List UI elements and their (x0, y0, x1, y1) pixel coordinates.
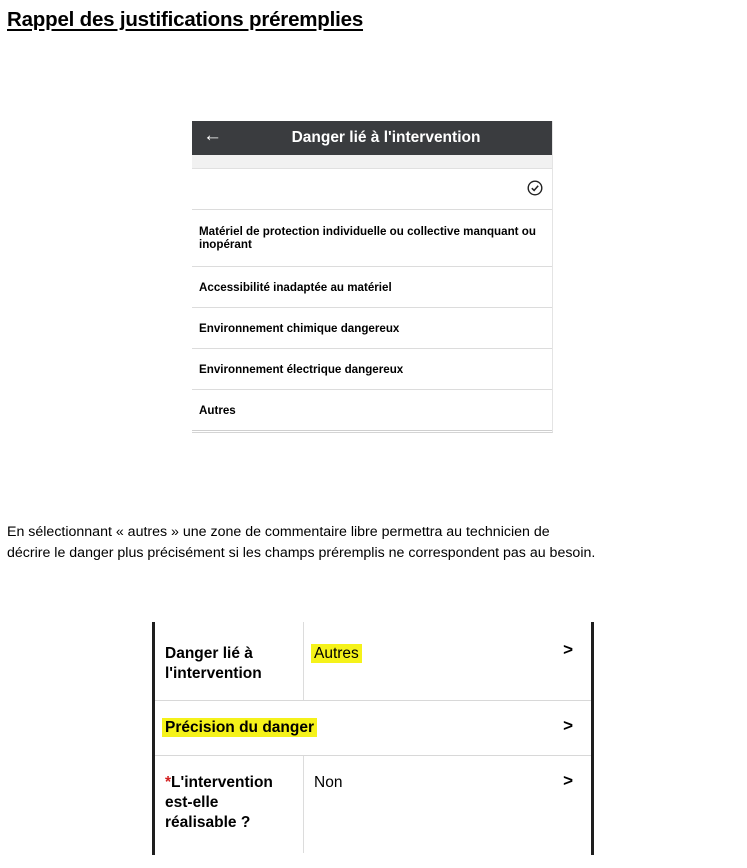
label-line: l'intervention (165, 665, 262, 682)
label-line: Danger lié à (165, 645, 253, 662)
danger-field-value (314, 644, 362, 664)
column-divider (303, 756, 304, 853)
danger-field-row[interactable] (155, 622, 591, 701)
option-chemical[interactable] (192, 308, 552, 349)
label-line: est-elle (165, 794, 219, 811)
option-accessibility[interactable] (192, 267, 552, 308)
back-arrow-icon[interactable]: ← (203, 125, 222, 146)
danger-selection-screen (192, 121, 553, 433)
paragraph-line-1: En sélectionnant « autres » une zone de commentaire libre permettra au technicien de (7, 524, 550, 540)
chevron-right-icon[interactable]: > (563, 716, 573, 735)
feasibility-label (165, 773, 273, 833)
paragraph-line-2: décrire le danger plus précisément si les champs préremplis ne correspondent pas au besoin. (7, 545, 596, 561)
feasibility-value: Non (314, 774, 343, 791)
option-other[interactable] (192, 390, 552, 431)
column-divider (303, 622, 304, 700)
check-circle-icon[interactable] (527, 180, 543, 196)
option-label: Matériel de protection individuelle ou collective manquant ou inopérant (199, 225, 536, 251)
highlight-precision: Précision du danger (162, 718, 317, 737)
confirm-row (192, 169, 552, 210)
option-electrical[interactable] (192, 349, 552, 390)
option-label: Environnement chimique dangereux (199, 321, 400, 335)
screen-title: Danger lié à l'intervention (291, 129, 481, 146)
label-text: L'intervention (171, 774, 273, 791)
chevron-right-icon[interactable]: > (563, 640, 573, 659)
option-label: Autres (199, 403, 236, 417)
highlight-autres: Autres (311, 644, 362, 663)
option-ppe-missing[interactable] (192, 210, 552, 267)
danger-precision-row[interactable] (155, 701, 591, 756)
required-marker: * (165, 774, 172, 791)
header-spacer (192, 155, 552, 169)
label-line (165, 773, 273, 793)
danger-field-label (165, 644, 262, 684)
app-bar (192, 121, 552, 155)
intervention-form-screen (152, 622, 594, 855)
option-label: Accessibilité inadaptée au matériel (199, 280, 392, 294)
danger-precision-label (165, 718, 317, 738)
document-title: Rappel des justifications préremplies (7, 8, 364, 31)
option-label: Environnement électrique dangereux (199, 362, 404, 376)
label-line: réalisable ? (165, 814, 251, 831)
feasibility-row[interactable] (155, 756, 591, 853)
explanation-paragraph (7, 522, 747, 564)
chevron-right-icon[interactable]: > (563, 771, 573, 790)
